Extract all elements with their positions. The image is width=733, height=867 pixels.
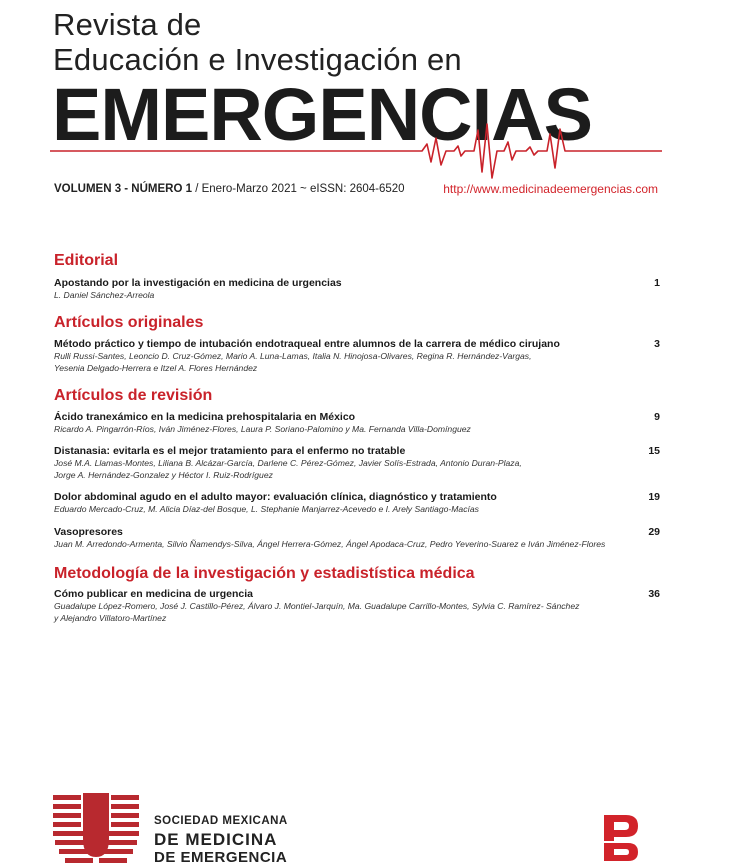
article-page: 15	[648, 445, 660, 457]
article-title: Ácido tranexámico en la medicina prehospitalaria en México	[54, 411, 356, 423]
issue-date-issn: / Enero-Marzo 2021 ~ eISSN: 2604-6520	[195, 183, 405, 195]
article-title: Distanasia: evitarla es el mejor tratamiento para el enfermo no tratable	[54, 445, 406, 457]
article-authors: L. Daniel Sánchez-Arreola	[54, 290, 155, 300]
masthead-line-2: Educación e Investigación en	[53, 42, 462, 77]
toc-entry[interactable]	[54, 491, 660, 515]
article-title: Apostando por la investigación en medicina de urgencias	[54, 277, 342, 289]
article-authors: Guadalupe López-Romero, José J. Castillo-Pérez, Álvaro J. Montiel-Jarquín, Ma. Guadalupe Carrillo-Montes, Sylvia C. Ramírez- Sánchez	[54, 601, 580, 611]
society-name-line-2: DE MEDICINA	[154, 830, 278, 849]
journal-url-link[interactable]: http://www.medicinadeemergencias.com	[443, 182, 658, 196]
article-title: Dolor abdominal agudo en el adulto mayor: evaluación clínica, diagnóstico y tratamiento	[54, 491, 497, 503]
article-page: 36	[648, 588, 660, 600]
society-name-line-3: DE EMERGENCIA	[154, 849, 288, 866]
article-authors-cont: Yesenia Delgado-Herrera e Itzel A. Flores Hernández	[54, 362, 258, 373]
toc-entry[interactable]	[54, 526, 660, 550]
article-page: 1	[654, 277, 660, 289]
toc-entry[interactable]	[54, 277, 660, 301]
masthead-title: EMERGENCIAS	[52, 73, 592, 156]
article-page: 9	[654, 411, 660, 423]
article-title: Cómo publicar en medicina de urgencia	[54, 588, 253, 600]
article-title: Vasopresores	[54, 526, 123, 538]
issue-info	[54, 183, 405, 195]
masthead-line-1: Revista de	[53, 7, 202, 42]
article-page: 19	[648, 491, 660, 503]
toc-entry[interactable]	[54, 338, 660, 373]
article-authors: Ricardo A. Pingarrón-Ríos, Iván Jiménez-Flores, Laura P. Soriano-Palomino y Ma. Fernanda Villa-Domínguez	[54, 424, 471, 434]
article-page: 3	[654, 338, 660, 350]
article-authors: Rulli Russi-Santes, Leoncio D. Cruz-Gómez, Mario A. Luna-Lamas, Italia N. Hinojosa-Olivares, Regina R. Hernández-Vargas,	[54, 351, 532, 361]
article-authors-cont: y Alejandro Villatoro-Martínez	[54, 612, 167, 623]
permanyer-p-logo	[604, 815, 640, 861]
issue-volume: VOLUMEN 3 - NÚMERO 1	[54, 183, 193, 195]
toc-entry[interactable]	[54, 588, 660, 623]
heartbeat-line-icon	[50, 120, 662, 180]
society-name-line-1: SOCIEDAD MEXICANA	[154, 815, 288, 827]
article-authors: Juan M. Arredondo-Armenta, Silvio Ñamendys-Silva, Ángel Herrera-Gómez, Ángel Apodaca-Cruz, Pedro Yeverino-Suarez e Iván Jiménez-Flores	[54, 539, 606, 549]
section-title-editorial: Editorial	[54, 252, 119, 269]
article-title: Método práctico y tiempo de intubación endotraqueal entre alumnos de la carrera de médico cirujano	[54, 338, 560, 350]
section-title-metodologia: Metodología de la investigación y estadistística médica	[54, 565, 475, 582]
toc-entry[interactable]	[54, 445, 660, 480]
article-page: 29	[648, 526, 660, 538]
section-title-originales: Artículos originales	[54, 314, 204, 331]
section-title-revision: Artículos de revisión	[54, 387, 213, 404]
article-authors: José M.A. Llamas-Montes, Liliana B. Alcázar-García, Darlene C. Pérez-Gómez, Javier Solís-Estrada, Antonio Duran-Plaza,	[54, 458, 522, 468]
toc-entry[interactable]	[54, 411, 660, 435]
article-authors-cont: Jorge A. Hernández-Gonzalez y Héctor I. Ruiz-Rodríguez	[54, 469, 273, 480]
article-authors: Eduardo Mercado-Cruz, M. Alicia Díaz-del Bosque, L. Stephanie Manjarrez-Acevedo e I. Arely Santiago-Macías	[54, 504, 479, 514]
smme-u-logo	[53, 793, 139, 867]
